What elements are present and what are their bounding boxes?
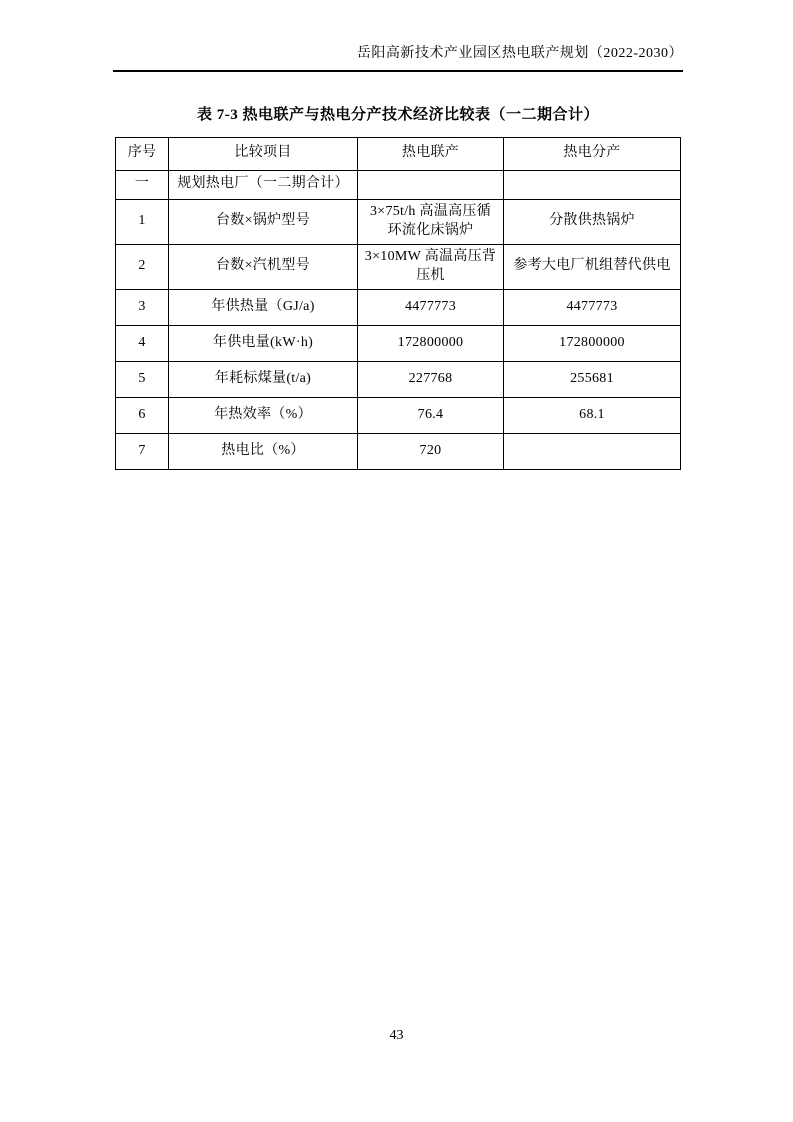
table-row xyxy=(116,244,681,289)
cell-cogeneration: 76.4 xyxy=(358,397,504,433)
cell-separate: 172800000 xyxy=(504,325,681,361)
cell-seq: 7 xyxy=(116,433,169,469)
cell-item: 年耗标煤量(t/a) xyxy=(169,361,358,397)
cell-cogeneration: 4477773 xyxy=(358,289,504,325)
comparison-table xyxy=(115,137,681,470)
cell-cogeneration: 227768 xyxy=(358,361,504,397)
table-row xyxy=(116,170,681,199)
cell-separate xyxy=(504,170,681,199)
col-header-seq: 序号 xyxy=(116,137,169,170)
cell-item: 规划热电厂（一二期合计） xyxy=(169,170,358,199)
cell-seq: 2 xyxy=(116,244,169,289)
cell-separate: 68.1 xyxy=(504,397,681,433)
col-header-item: 比较项目 xyxy=(169,137,358,170)
cell-separate: 参考大电厂机组替代供电 xyxy=(504,244,681,289)
page-content xyxy=(113,0,683,470)
table-row xyxy=(116,289,681,325)
cell-item: 年供热量（GJ/a) xyxy=(169,289,358,325)
document-header: 岳阳高新技术产业园区热电联产规划（2022-2030） xyxy=(356,46,683,61)
header-rule xyxy=(113,70,683,72)
cell-item: 年热效率（%） xyxy=(169,397,358,433)
table-header-row xyxy=(116,137,681,170)
cell-seq: 1 xyxy=(116,199,169,244)
table-row xyxy=(116,397,681,433)
table-title: 表 7-3 热电联产与热电分产技术经济比较表（一二期合计） xyxy=(197,106,599,123)
cell-item: 热电比（%） xyxy=(169,433,358,469)
cell-item: 台数×锅炉型号 xyxy=(169,199,358,244)
cell-separate: 分散供热锅炉 xyxy=(504,199,681,244)
cell-seq: 一 xyxy=(116,170,169,199)
cell-item: 年供电量(kW·h) xyxy=(169,325,358,361)
cell-seq: 4 xyxy=(116,325,169,361)
page-number: 43 xyxy=(389,1028,404,1043)
cell-item: 台数×汽机型号 xyxy=(169,244,358,289)
table-row xyxy=(116,433,681,469)
cell-separate: 4477773 xyxy=(504,289,681,325)
table-row xyxy=(116,361,681,397)
col-header-cogeneration: 热电联产 xyxy=(358,137,504,170)
cell-seq: 6 xyxy=(116,397,169,433)
cell-cogeneration: 720 xyxy=(358,433,504,469)
cell-cogeneration xyxy=(358,170,504,199)
cell-cogeneration: 172800000 xyxy=(358,325,504,361)
table-row xyxy=(116,199,681,244)
table-row xyxy=(116,325,681,361)
cell-cogeneration: 3×10MW 高温高压背压机 xyxy=(358,244,504,289)
cell-separate: 255681 xyxy=(504,361,681,397)
cell-cogeneration: 3×75t/h 高温高压循环流化床锅炉 xyxy=(358,199,504,244)
cell-separate xyxy=(504,433,681,469)
cell-seq: 5 xyxy=(116,361,169,397)
cell-seq: 3 xyxy=(116,289,169,325)
col-header-separate: 热电分产 xyxy=(504,137,681,170)
